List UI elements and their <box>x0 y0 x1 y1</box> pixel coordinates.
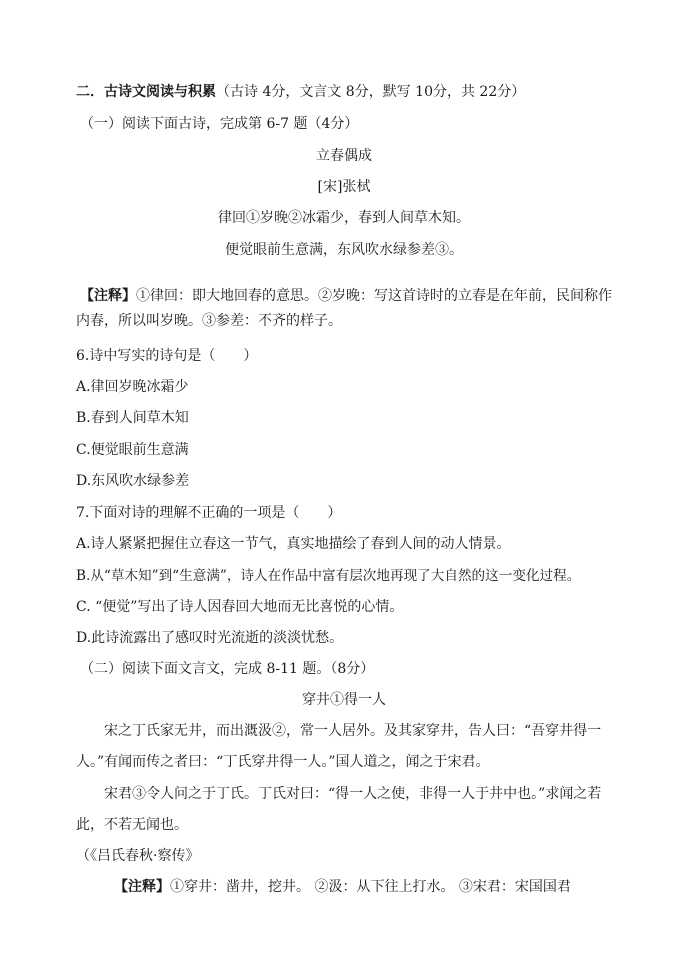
section-heading-bold: 二．古诗文阅读与积累 <box>76 84 216 100</box>
poem-line-1: 律回①岁晚②冰霜少，春到人间草木知。 <box>218 210 470 226</box>
question-7-option-d: D.此诗流露出了感叹时光流逝的淡淡忧愁。 <box>76 630 344 646</box>
passage-para-2-line-1: 宋君③令人问之于丁氏。丁氏对曰：“得一人之使，非得一人于井中也。”求闻之若 <box>104 786 602 802</box>
question-7-stem: 7.下面对诗的理解不正确的一项是（ ） <box>76 505 342 521</box>
passage-para-2-line-2: 此，不若无闻也。 <box>76 817 188 833</box>
poem-note-line-1 <box>80 286 612 306</box>
passage-note <box>114 877 571 897</box>
passage-note-label: 【注释】 <box>114 879 170 895</box>
question-7-option-b: B.从“草木知”到“生意满”，诗人在作品中富有层次地再现了大自然的这一变化过程。 <box>76 568 581 584</box>
question-6-option-b: B.春到人间草木知 <box>76 410 189 426</box>
poem-note-text-1: ①律回：即大地回春的意思。②岁晚：写这首诗时的立春是在年前，民间称作 <box>136 288 612 304</box>
question-7-option-c: C. “便觉”写出了诗人因春回大地而无比喜悦的心情。 <box>76 599 404 615</box>
poem-note-label: 【注释】 <box>80 288 136 304</box>
poem-author: [宋]张栻 <box>317 179 371 195</box>
question-6-option-d: D.东风吹水绿参差 <box>76 473 190 489</box>
passage-note-text: ①穿井：凿井，挖井。 ②汲：从下往上打水。 ③宋君：宋国国君 <box>170 879 571 895</box>
passage-source: （《吕氏春秋·察传》 <box>76 848 200 864</box>
passage-para-1-line-1: 宋之丁氏家无井，而出溉汲②，常一人居外。及其家穿井，告人曰：“吾穿井得一 <box>104 723 602 739</box>
question-6-stem: 6.诗中写实的诗句是（ ） <box>76 348 258 364</box>
question-7-option-a: A.诗人紧紧把握住立春这一节气，真实地描绘了春到人间的动人情景。 <box>76 536 511 552</box>
passage-title: 穿井①得一人 <box>302 692 386 708</box>
poem-title: 立春偶成 <box>316 148 372 164</box>
part2-intro: （二）阅读下面文言文，完成 8-11 题。（8分） <box>80 661 375 677</box>
question-6-option-c: C.便觉眼前生意满 <box>76 442 189 458</box>
poem-note-line-2: 内春，所以叫岁晚。③参差：不齐的样子。 <box>76 313 342 329</box>
question-6-option-a: A.律回岁晚冰霜少 <box>76 379 189 395</box>
poem-line-2: 便觉眼前生意满，东风吹水绿参差③。 <box>225 242 463 258</box>
section-heading-score: （古诗 4分，文言文 8分，默写 10分，共 22分） <box>216 84 526 100</box>
passage-para-1-line-2: 人。”有闻而传之者曰：“丁氏穿井得一人。”国人道之，闻之于宋君。 <box>76 754 490 770</box>
part1-intro: （一）阅读下面古诗，完成第 6-7 题（4分） <box>80 116 359 132</box>
section-heading <box>76 82 525 102</box>
